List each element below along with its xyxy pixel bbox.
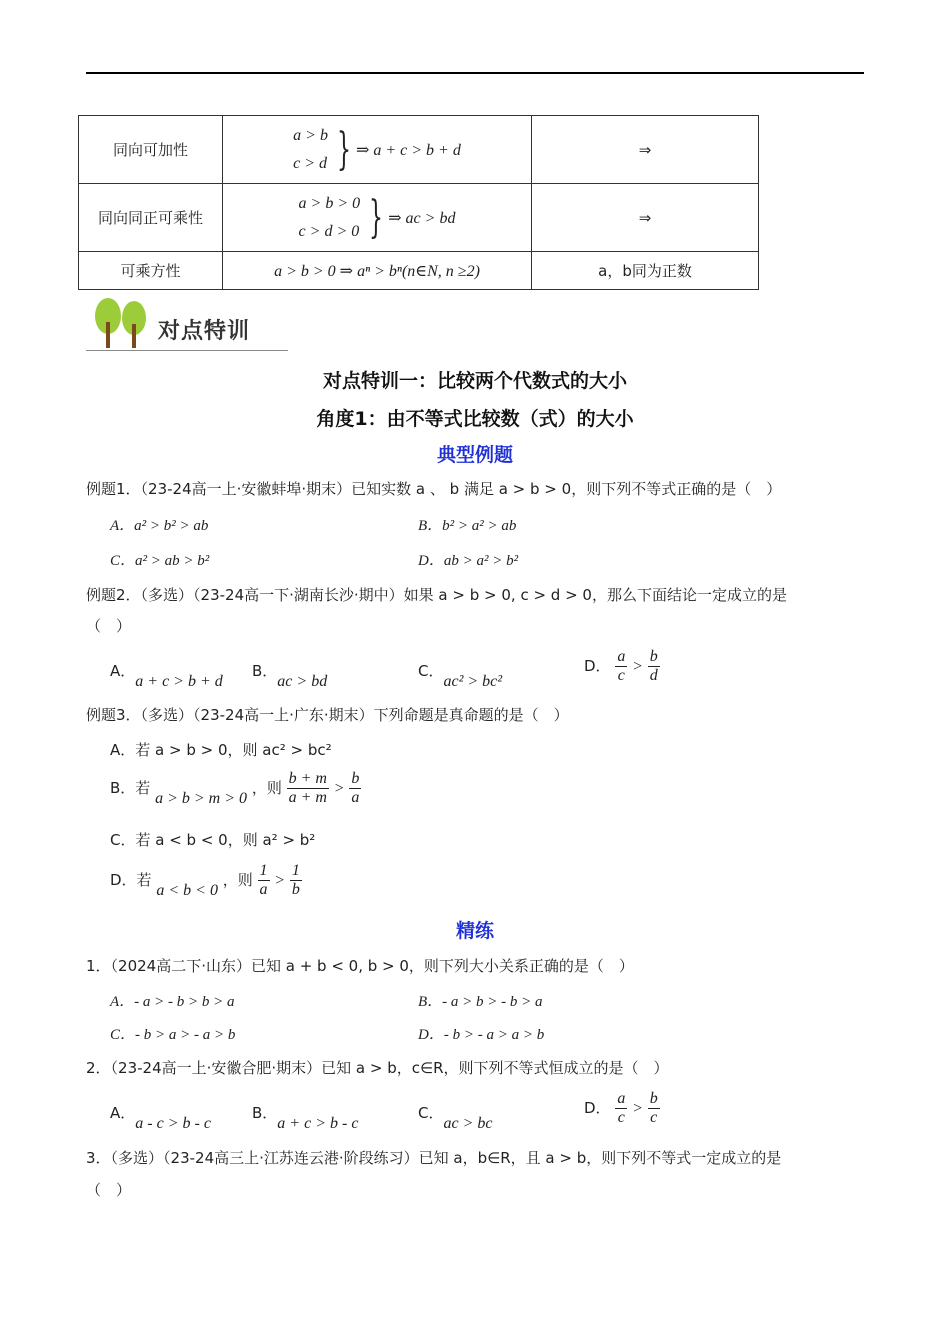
practice-heading: 精练 <box>455 920 494 942</box>
typical-examples-heading: 典型例题 <box>436 444 513 466</box>
example-2-option-d: D． $\frac{a}{c}$ > $\frac{b}{d}$ <box>584 648 658 684</box>
properties-table <box>78 115 759 290</box>
property-note: ⇒ <box>532 184 759 252</box>
example-1-option-a: A．a² > b² > ab <box>110 518 209 534</box>
property-name: 同向同正可乘性 <box>79 184 223 252</box>
example-3-option-a: A．若 a > b > 0，则 ac² > bc² <box>110 741 332 759</box>
fraction: $\frac{1}{a}$ <box>259 862 268 898</box>
example-2-stem: 例题2．（多选）（23-24高一下·湖南长沙·期中）如果 a > b > 0, c > d > 0，那么下面结论一定成立的是 <box>86 586 787 604</box>
section-banner <box>86 290 288 351</box>
practice-2-stem: 2．（23-24高一上·安徽合肥·期末）已知 a > b，c∈R，则下列不等式恒成立的是（ ） <box>86 1059 669 1077</box>
practice-3-stem: 3．（多选）（23-24高三上·江苏连云港·阶段练习）已知 a，b∈R，且 a > b，则下列不等式一定成立的是 <box>86 1149 782 1167</box>
brace-icon: } <box>336 123 351 175</box>
example-2-option-b: B．ac > bd <box>252 662 328 690</box>
example-3-option-c: C．若 a < b < 0，则 a² > b² <box>110 831 316 849</box>
fraction: $\frac{a}{c}$ <box>617 1090 626 1126</box>
section-subtitle: 角度1：由不等式比较数（式）的大小 <box>316 408 634 430</box>
practice-1-stem: 1．（2024高二下·山东）已知 a + b < 0, b > 0，则下列大小关系正确的是（ ） <box>86 957 634 975</box>
example-3-stem: 例题3．（多选）（23-24高一上·广东·期末）下列命题是真命题的是（ ） <box>86 706 569 724</box>
property-note: ⇒ <box>532 116 759 184</box>
practice-1-option-c: C．- b > a > - a > b <box>110 1027 236 1043</box>
property-formula: a > b c > d } ⇒ a + c > b + d <box>293 123 461 175</box>
example-3-option-b: B．若 a > b > m > 0 ，则 $\frac{b + m}{a + m}$ > $\frac{b}{a}$ <box>110 770 360 807</box>
practice-2-option-b: B．a + c > b - c <box>252 1104 359 1132</box>
brace-icon: } <box>369 191 384 243</box>
practice-1-option-b: B．- a > b > - b > a <box>418 994 543 1010</box>
example-1-option-b: B．b² > a² > ab <box>418 518 517 534</box>
example-1-stem: 例题1．（23-24高一上·安徽蚌埠·期末）已知实数 a 、 b 满足 a > b > 0，则下列不等式正确的是（ ） <box>86 480 782 498</box>
example-2-option-a: A．a + c > b + d <box>110 662 223 690</box>
property-formula: a > b > 0 c > d > 0 } ⇒ ac > bd <box>298 191 456 243</box>
fraction: $\frac{1}{b}$ <box>291 862 300 898</box>
fraction: $\frac{b + m}{a + m}$ <box>288 770 327 806</box>
fraction: $\frac{b}{c}$ <box>649 1090 658 1126</box>
property-name: 可乘方性 <box>79 252 223 290</box>
tree-icon <box>90 296 152 350</box>
practice-1-option-d: D．- b > - a > a > b <box>418 1027 545 1043</box>
example-2-stem-paren: （ ） <box>86 617 132 635</box>
fraction: $\frac{b}{a}$ <box>351 770 360 806</box>
fraction: $\frac{a}{c}$ <box>617 648 626 684</box>
section-title: 对点特训一：比较两个代数式的大小 <box>322 370 627 392</box>
practice-2-option-c: C．ac > bc <box>418 1104 493 1132</box>
practice-2-option-d: D． $\frac{a}{c}$ > $\frac{b}{c}$ <box>584 1090 658 1126</box>
practice-3-stem-paren: （ ） <box>86 1181 132 1199</box>
fraction: $\frac{b}{d}$ <box>649 648 658 684</box>
header-rule <box>86 72 864 74</box>
property-formula: a > b > 0 ⇒ aⁿ > bⁿ(n∈N, n ≥2) <box>274 262 480 280</box>
table-row <box>79 184 759 252</box>
table-row <box>79 116 759 184</box>
table-row <box>79 252 759 290</box>
property-note: a，b同为正数 <box>532 252 759 290</box>
example-3-option-d: D．若 a < b < 0 ，则 $\frac{1}{a}$ > $\frac{1}{b}$ <box>110 862 300 899</box>
example-2-option-c: C．ac² > bc² <box>418 662 503 690</box>
banner-title: 对点特训 <box>158 319 251 344</box>
example-1-option-c: C．a² > ab > b² <box>110 553 210 569</box>
example-1-option-d: D．ab > a² > b² <box>418 553 519 569</box>
practice-1-option-a: A．- a > - b > b > a <box>110 994 235 1010</box>
property-name: 同向可加性 <box>79 116 223 184</box>
practice-2-option-a: A．a - c > b - c <box>110 1104 211 1132</box>
